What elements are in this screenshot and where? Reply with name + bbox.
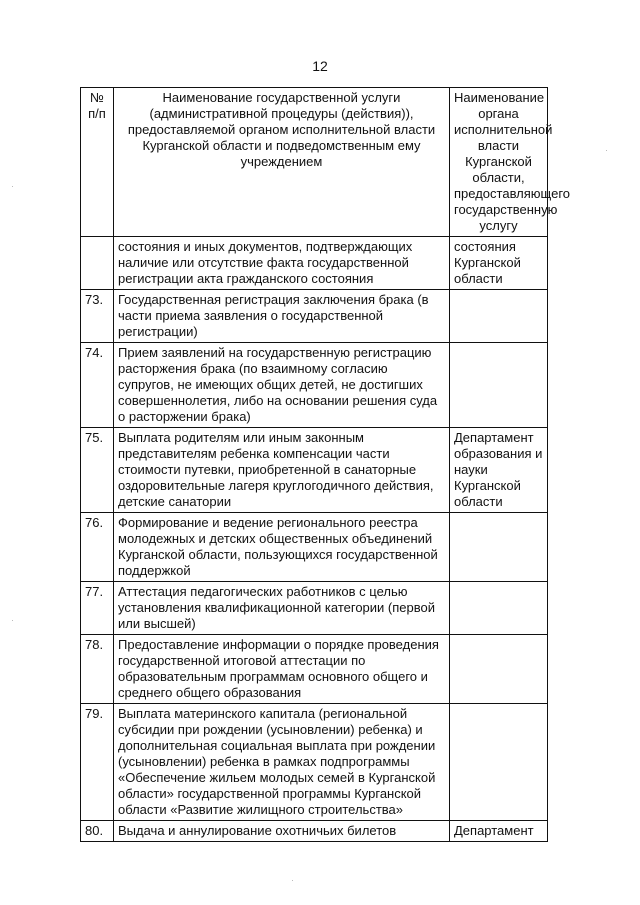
row-authority: состояния Курганской области	[450, 237, 548, 290]
row-number: 76.	[81, 513, 114, 582]
scan-speck	[606, 150, 607, 151]
row-service-name: Предоставление информации о порядке проведения государственной итоговой аттестации по образовательным программам основного общего и среднего общего образования	[114, 635, 450, 704]
row-authority	[450, 513, 548, 582]
header-service-name: Наименование государственной услуги (административной процедуры (действия)), предоставляемой органом исполнительной власти Курганской области и подведомственным ему учреждением	[114, 88, 450, 237]
table-row	[81, 635, 548, 704]
row-number: 79.	[81, 704, 114, 821]
services-table	[80, 87, 571, 842]
header-number: № п/п	[81, 88, 114, 237]
row-authority	[450, 582, 548, 635]
table-row	[81, 582, 548, 635]
row-number: 74.	[81, 343, 114, 428]
table-row	[81, 237, 548, 290]
row-authority	[450, 290, 548, 343]
row-authority	[450, 343, 548, 428]
row-service-name: Формирование и ведение регионального реестра молодежных и детских общественных объединений Курганской области, пользующихся государственной поддержкой	[114, 513, 450, 582]
row-authority: Департамент образования и науки Курганской области	[450, 428, 548, 513]
row-number: 77.	[81, 582, 114, 635]
table-row	[81, 290, 548, 343]
row-service-name: Аттестация педагогических работников с целью установления квалификационной категории (первой или высшей)	[114, 582, 450, 635]
page-number: 12	[312, 58, 328, 74]
row-service-name: Выплата материнского капитала (региональной субсидии при рождении (усыновлении) ребенка) и дополнительная социальная выплата при рождении (усыновлении) ребенка в рамках подпрограммы «Обеспечение жильем молодых семей в Курганской области» государственной программы Курганской области «Развитие жилищного строительства»	[114, 704, 450, 821]
header-authority: Наименование органа исполнительной власти Курганской области, предоставляющего государственную услугу	[450, 88, 548, 237]
table-row	[81, 704, 548, 821]
row-authority	[450, 635, 548, 704]
row-number: 78.	[81, 635, 114, 704]
row-service-name: Выдача и аннулирование охотничьих билетов	[114, 821, 450, 842]
row-number: 75.	[81, 428, 114, 513]
scan-speck	[12, 620, 13, 621]
scan-speck	[12, 186, 13, 187]
row-number: 80.	[81, 821, 114, 842]
row-service-name: Прием заявлений на государственную регистрацию расторжения брака (по взаимному согласию супругов, не имеющих общих детей, не достигших совершеннолетия, либо на основании решения суда о расторжении брака)	[114, 343, 450, 428]
row-authority	[450, 704, 548, 821]
table-header-row	[81, 88, 548, 237]
row-number	[81, 237, 114, 290]
row-service-name: Государственная регистрация заключения брака (в части приема заявления о государственной регистрации)	[114, 290, 450, 343]
scan-speck	[292, 880, 293, 881]
row-service-name: состояния и иных документов, подтверждающих наличие или отсутствие факта государственной регистрации акта гражданского состояния	[114, 237, 450, 290]
table-row	[81, 428, 548, 513]
table-row	[81, 821, 548, 842]
row-authority: Департамент	[450, 821, 548, 842]
row-service-name: Выплата родителям или иным законным представителям ребенка компенсации части стоимости путевки, приобретенной в санаторные оздоровительные лагеря круглогодичного действия, детские санатории	[114, 428, 450, 513]
table-row	[81, 343, 548, 428]
row-number: 73.	[81, 290, 114, 343]
table-row	[81, 513, 548, 582]
